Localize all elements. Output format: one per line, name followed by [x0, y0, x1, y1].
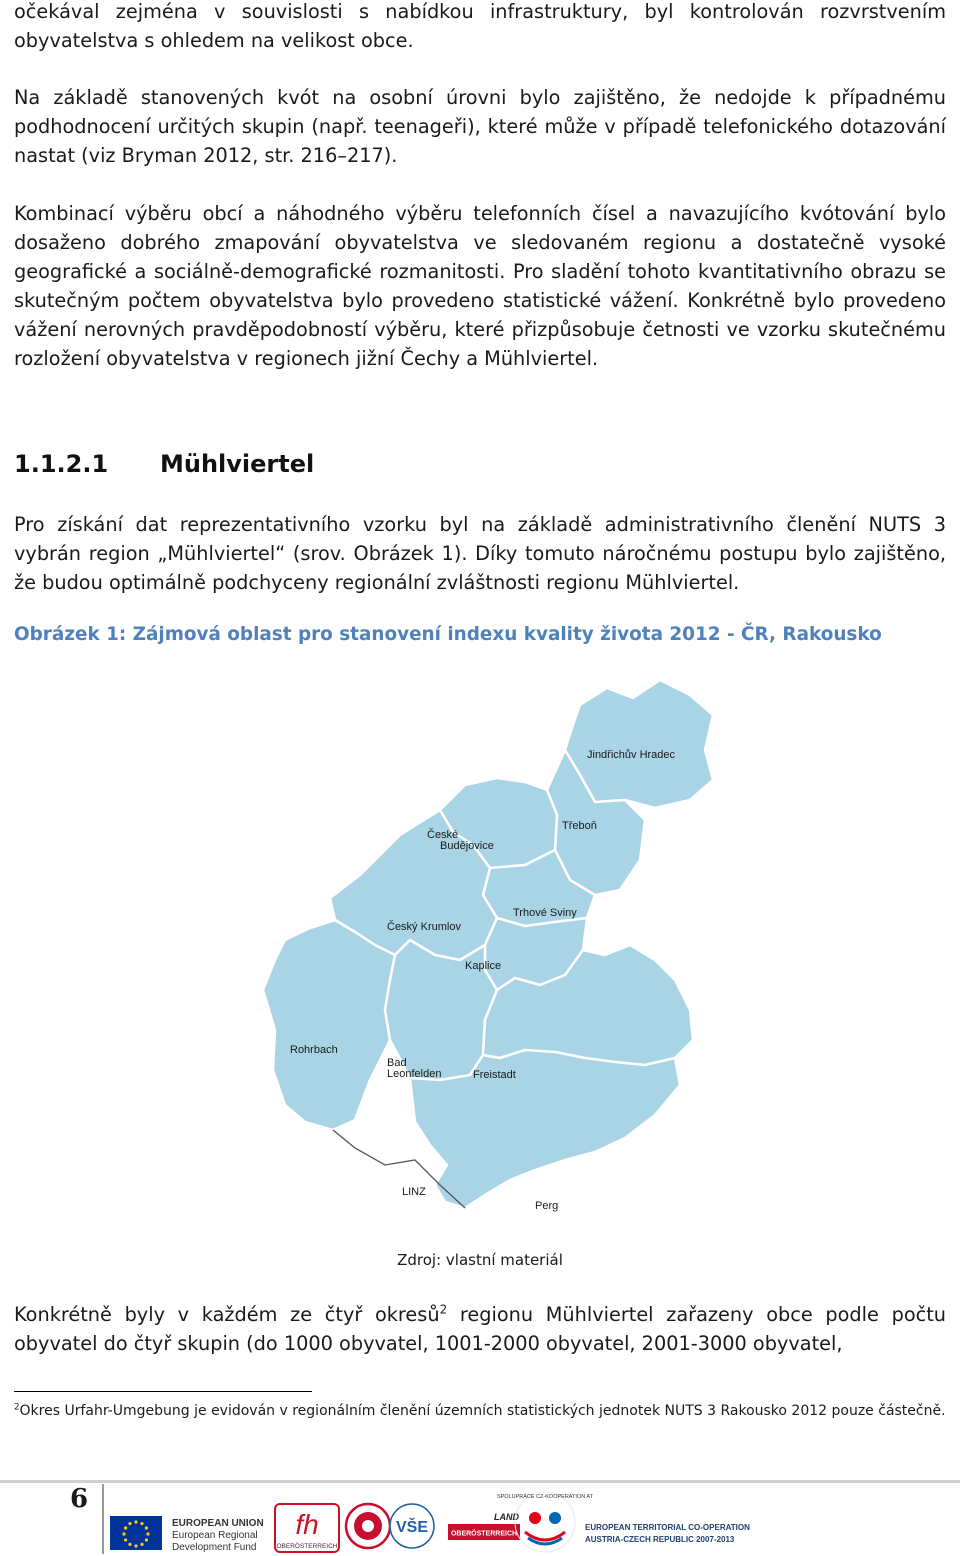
footnote-reference[interactable]: 2 — [439, 1302, 448, 1317]
page-number-separator — [102, 1484, 104, 1554]
svg-text:EUROPEAN UNION: EUROPEAN UNION — [172, 1518, 264, 1529]
section-heading — [14, 450, 314, 478]
label-jindrichuv-hradec: Jindřichův Hradec — [587, 749, 676, 761]
section-title: Mühlviertel — [160, 450, 315, 478]
region-rohrbach — [263, 920, 395, 1130]
label-ceske-budejovice-1: České — [427, 829, 459, 841]
paragraph-region: Pro získání dat reprezentativního vzorku byl na základě administrativního členění NUTS 3 vybrán region „Mühlviertel“ (srov. Obrázek 1). Díky tomuto náročnému postupu bylo zajištěno, že budou optimálně podchyceny regionální zvláštnosti regionu Mühlviertel. — [14, 513, 946, 594]
svg-text:SPOLUPRÁCE CZ-KOOPERATION AT: SPOLUPRÁCE CZ-KOOPERATION AT — [496, 1494, 594, 1500]
svg-text:EUROPEAN TERRITORIAL CO-OPERAT: EUROPEAN TERRITORIAL CO-OPERATION — [585, 1523, 750, 1532]
label-bad-leonfelden-1: Bad — [387, 1057, 407, 1069]
label-trebon: Třeboň — [562, 820, 597, 832]
label-perg: Perg — [535, 1200, 559, 1212]
paragraph-weighting: Kombinací výběru obcí a náhodného výběru telefonních čísel a navazujícího kvótování bylo dosaženo dobrého zmapování obyvatelstva ve sledovaném regionu a dostatečně vysoké geografické a sociálně-demografické rozmanitosti. Pro sladění tohoto kvantitativního obrazu se skutečným počtem obyvatelstva bylo provedeno statistické vážení. Konkrétně bylo provedeno vážení nerovných pravděpodobností výběru, které přizpůsobuje četnosti ve vzorku skutečnému rozložení obyvatelstva v regionech jižní Čechy a Mühlviertel. — [14, 202, 946, 370]
svg-text:VŠE: VŠE — [395, 1519, 429, 1536]
label-cesky-krumlov: Český Krumlov — [387, 921, 461, 933]
svg-text:AUSTRIA-CZECH REPUBLIC 2007-20: AUSTRIA-CZECH REPUBLIC 2007-2013 — [585, 1535, 735, 1544]
section-number: 1.1.2.1 — [14, 450, 109, 478]
jihoceska-univerzita-seal-icon — [346, 1504, 390, 1548]
label-bad-leonfelden-2: Leonfelden — [387, 1068, 442, 1080]
paragraph-intro: očekával zejména v souvislosti s nabídkou infrastruktury, byl kontrolován rozvrstvením obyvatelstva s ohledem na velikost obce. — [14, 0, 946, 52]
fh-logo — [275, 1504, 339, 1552]
region-map — [235, 660, 725, 1250]
eu-logo — [110, 1516, 264, 1553]
svg-text:OBERÖSTERREICH: OBERÖSTERREICH — [450, 1530, 518, 1538]
land-oberoesterreich-logo — [448, 1508, 520, 1552]
svg-text:Development Fund: Development Fund — [172, 1542, 257, 1553]
footnote-text: Okres Urfahr-Umgebung je evidován v regionálním členění územních statistických jednotek NUTS 3 Rakousko 2012 pouze částečně. — [19, 1403, 946, 1419]
footnote-separator — [14, 1391, 312, 1392]
label-freistadt: Freistadt — [473, 1069, 516, 1081]
label-trhove-sviny: Trhové Sviny — [513, 907, 577, 919]
footnote — [14, 1402, 946, 1421]
figure-source: Zdroj: vlastní materiál — [397, 1251, 563, 1269]
label-rohrbach: Rohrbach — [290, 1044, 338, 1056]
footnote-marker: 2 — [14, 1402, 20, 1413]
svg-text:LAND: LAND — [494, 1512, 519, 1522]
svg-text:European Regional: European Regional — [172, 1530, 258, 1541]
footer-rule — [0, 1480, 960, 1483]
svg-text:fh: fh — [295, 1509, 319, 1540]
paragraph-quotas: Na základě stanovených kvót na osobní úrovni bylo zajištěno, že nedojde k případnému podhodnocení určitých skupin (např. teenageři), které může v případě telefonického dotazování nastat (viz Bryman 2012, str. 216–217). — [14, 86, 946, 167]
label-kaplice: Kaplice — [465, 960, 502, 972]
footer-logos — [110, 1488, 960, 1556]
label-linz: LINZ — [402, 1186, 426, 1198]
figure-caption: Obrázek 1: Zájmová oblast pro stanovení indexu kvality života 2012 - ČR, Rakousko — [14, 624, 882, 645]
svg-text:OBERÖSTERREICH: OBERÖSTERREICH — [276, 1543, 338, 1550]
paragraph-groups: Konkrétně byly v každém ze čtyř okresů$^2$ regionu Mühlviertel zařazeny obce podle počtu obyvatel do čtyř skupin (do 1000 obyvatel, 1001-2000 obyvatel, 2001-3000 obyvatel, — [14, 1302, 946, 1355]
label-ceske-budejovice-2: Budějovice — [440, 840, 494, 852]
page-number: 6 — [70, 1484, 89, 1514]
vse-logo — [390, 1504, 434, 1548]
